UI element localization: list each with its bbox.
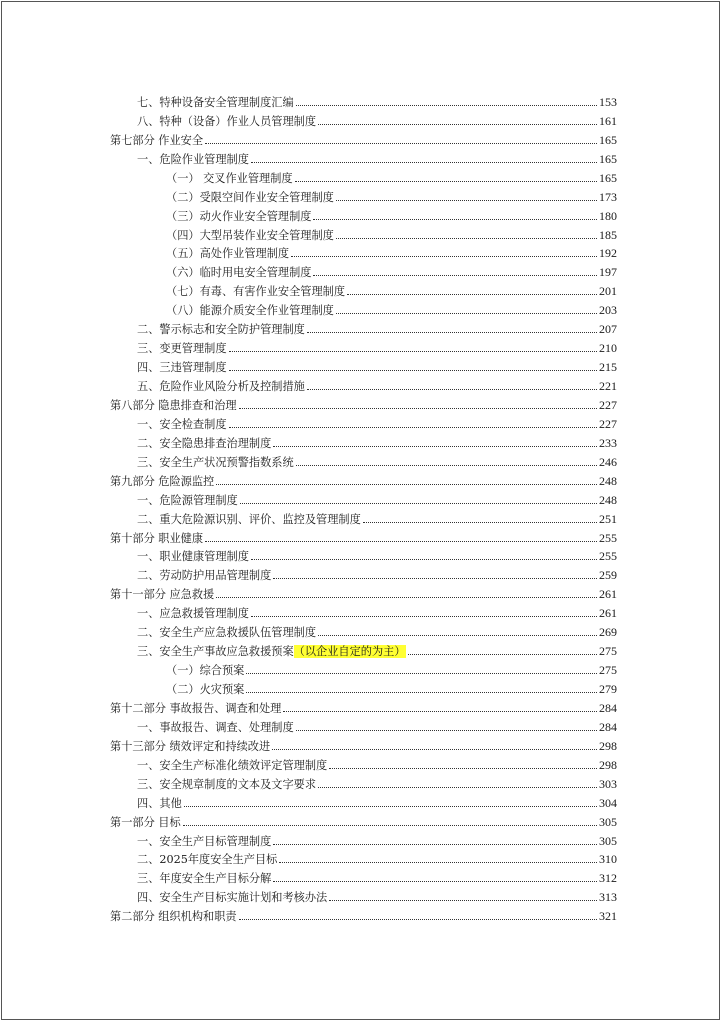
toc-entry[interactable]	[110, 412, 617, 431]
toc-page-number: 284	[599, 719, 617, 734]
toc-entry-title: （一）综合预案	[166, 664, 245, 678]
toc-entry[interactable]	[110, 677, 617, 696]
toc-page-number: 305	[599, 814, 617, 829]
toc-entry[interactable]	[110, 696, 617, 715]
toc-entry-title: 三、变更管理制度	[137, 342, 227, 356]
toc-entry[interactable]	[110, 715, 617, 734]
toc-page-number: 310	[599, 852, 617, 867]
dot-leader	[216, 597, 597, 598]
toc-page-number: 215	[599, 360, 617, 375]
toc-entry[interactable]	[110, 242, 617, 261]
toc-entry[interactable]	[110, 90, 617, 109]
toc-entry[interactable]	[110, 279, 617, 298]
dot-leader	[296, 730, 597, 731]
toc-entry-title: 第七部分 作业安全	[110, 133, 204, 147]
toc-entry-title: 二、劳动防护用品管理制度	[137, 569, 272, 583]
table-of-contents	[110, 90, 617, 923]
dot-leader	[273, 446, 597, 447]
toc-entry[interactable]	[110, 374, 617, 393]
toc-entry-title: 一、安全检查制度	[137, 417, 227, 431]
toc-entry-title: 五、危险作业风险分析及控制措施	[137, 380, 305, 393]
toc-page-number: 248	[599, 473, 617, 488]
dot-leader	[229, 370, 597, 371]
document-page	[1, 1, 720, 1020]
toc-entry[interactable]	[110, 223, 617, 242]
toc-page-number: 165	[599, 170, 617, 185]
toc-entry-title: 第八部分 隐患排查和治理	[110, 398, 237, 412]
dot-leader	[336, 313, 597, 314]
dot-leader	[205, 143, 597, 144]
toc-entry[interactable]	[110, 298, 617, 317]
toc-entry[interactable]	[110, 829, 617, 848]
toc-entry[interactable]	[110, 734, 617, 753]
toc-entry-title: 三、年度安全生产目标分解	[137, 872, 272, 886]
toc-entry[interactable]	[110, 601, 617, 620]
dot-leader	[246, 692, 597, 693]
toc-entry[interactable]	[110, 507, 617, 526]
toc-page-number: 173	[599, 189, 617, 204]
toc-entry-title: 一、事故报告、调查、处理制度	[137, 720, 294, 734]
toc-page-number: 248	[599, 492, 617, 507]
dot-leader	[283, 711, 597, 712]
dot-leader	[279, 862, 597, 863]
toc-entry-title: 四、三违管理制度	[137, 361, 227, 375]
dot-leader	[318, 635, 597, 636]
toc-page-number: 298	[599, 757, 617, 772]
toc-page-number: 259	[599, 568, 617, 583]
dot-leader	[251, 559, 597, 560]
dot-leader	[251, 162, 597, 163]
toc-page-number: 261	[599, 587, 617, 602]
toc-page-number: 269	[599, 625, 617, 640]
toc-entry-title: 二、2025年度安全生产目标	[137, 853, 278, 867]
toc-entry[interactable]	[110, 658, 617, 677]
toc-page-number: 165	[599, 151, 617, 166]
toc-entry-title: （五）高处作业管理制度	[166, 247, 290, 261]
toc-entry-title: 二、警示标志和安全防护管理制度	[137, 323, 305, 337]
toc-entry[interactable]	[110, 545, 617, 564]
dot-leader	[239, 408, 597, 409]
toc-entry[interactable]	[110, 772, 617, 791]
toc-page-number: 207	[599, 322, 617, 337]
dot-leader	[295, 181, 597, 182]
dot-leader	[329, 900, 597, 901]
toc-page-number: 261	[599, 606, 617, 621]
toc-entry[interactable]	[110, 526, 617, 545]
toc-entry[interactable]	[110, 204, 617, 223]
toc-entry-title: 一、安全生产目标管理制度	[137, 834, 272, 848]
toc-entry[interactable]	[110, 620, 617, 639]
toc-entry-title: 第一部分 目标	[110, 815, 181, 829]
dot-leader	[296, 105, 597, 106]
toc-page-number: 321	[599, 909, 617, 924]
toc-page-number: 298	[599, 738, 617, 753]
toc-page-number: 161	[599, 113, 617, 128]
toc-page-number: 185	[599, 227, 617, 242]
dot-leader	[183, 825, 597, 826]
toc-entry-title: 二、安全隐患排查治理制度	[137, 436, 272, 450]
toc-entry[interactable]	[110, 904, 617, 923]
toc-entry-title: 三、安全规章制度的文本及文字要求	[137, 777, 317, 791]
toc-entry[interactable]	[110, 469, 617, 488]
toc-entry-title: 第十二部分 事故报告、调查和处理	[110, 701, 282, 715]
toc-page-number: 221	[599, 379, 617, 393]
toc-page-number: 180	[599, 208, 617, 223]
dot-leader	[336, 200, 597, 201]
toc-entry-title: 二、重大危险源识别、评价、监控及管理制度	[137, 512, 361, 526]
toc-entry-title: 四、其他	[137, 796, 182, 810]
toc-entry-title: （七）有毒、有害作业安全管理制度	[166, 285, 346, 299]
toc-entry[interactable]	[110, 166, 617, 185]
toc-page-number: 255	[599, 530, 617, 545]
dot-leader	[239, 919, 597, 920]
toc-entry[interactable]	[110, 488, 617, 507]
toc-page-number: 305	[599, 833, 617, 848]
toc-page-number: 197	[599, 265, 617, 280]
toc-entry[interactable]	[110, 317, 617, 336]
toc-entry-title: 三、安全生产事故应急救援预案	[137, 645, 294, 659]
toc-page-number: 227	[599, 416, 617, 431]
dot-leader	[336, 238, 597, 239]
toc-entry-title: （二）火灾预案	[166, 683, 245, 696]
toc-entry-title: （三）动火作业安全管理制度	[166, 209, 312, 223]
toc-page-number: 203	[599, 303, 617, 318]
toc-page-number: 165	[599, 132, 617, 147]
toc-entry-title: 八、特种（设备）作业人员管理制度	[137, 114, 317, 128]
dot-leader	[216, 484, 597, 485]
toc-entry[interactable]	[110, 336, 617, 355]
toc-page-number: 201	[599, 284, 617, 299]
toc-entry[interactable]	[110, 848, 617, 867]
toc-entry[interactable]	[110, 866, 617, 885]
dot-leader	[363, 522, 597, 523]
toc-page-number: 303	[599, 776, 617, 791]
dot-leader	[273, 844, 597, 845]
dot-leader	[229, 351, 597, 352]
dot-leader	[296, 465, 597, 466]
toc-entry[interactable]	[110, 355, 617, 374]
toc-page-number: 192	[599, 246, 617, 261]
dot-leader	[184, 806, 597, 807]
toc-entry-title: （六）临时用电安全管理制度	[166, 266, 312, 280]
toc-entry-title: 一、危险作业管理制度	[137, 152, 249, 166]
toc-page-number: 251	[599, 511, 617, 526]
toc-entry[interactable]	[110, 128, 617, 147]
toc-page-number: 153	[599, 94, 617, 109]
toc-entry[interactable]	[110, 185, 617, 204]
toc-entry[interactable]	[110, 147, 617, 166]
toc-entry-title: （一） 交叉作业管理制度	[166, 171, 293, 185]
toc-page-number: 284	[599, 700, 617, 715]
toc-entry-title: 一、安全生产标准化绩效评定管理制度	[137, 758, 328, 772]
dot-leader	[205, 541, 597, 542]
dot-leader	[329, 768, 597, 769]
toc-entry-title: 第九部分 危险源监控	[110, 474, 215, 488]
toc-entry-title: 第十部分 职业健康	[110, 531, 204, 545]
dot-leader	[313, 275, 597, 276]
dot-leader	[240, 503, 597, 504]
toc-page-number: 233	[599, 435, 617, 450]
toc-entry[interactable]	[110, 810, 617, 829]
toc-entry-title: 七、特种设备安全管理制度汇编	[137, 95, 294, 109]
dot-leader	[272, 749, 597, 750]
toc-entry[interactable]	[110, 431, 617, 450]
toc-entry[interactable]	[110, 109, 617, 128]
dot-leader	[246, 673, 597, 674]
toc-entry[interactable]	[110, 582, 617, 601]
toc-entry-title: （二）受限空间作业安全管理制度	[166, 190, 334, 204]
dot-leader	[307, 332, 597, 333]
toc-entry[interactable]	[110, 563, 617, 582]
dot-leader	[318, 787, 597, 788]
toc-entry[interactable]	[110, 260, 617, 279]
toc-page-number: 279	[599, 682, 617, 696]
toc-page-number: 246	[599, 454, 617, 469]
dot-leader	[229, 427, 597, 428]
dot-leader	[307, 389, 597, 390]
toc-entry-title: 一、应急救援管理制度	[137, 607, 249, 621]
toc-entry[interactable]	[110, 639, 617, 658]
dot-leader	[291, 256, 597, 257]
dot-leader	[273, 881, 597, 882]
dot-leader	[313, 219, 597, 220]
toc-entry-title: 第二部分 组织机构和职责	[110, 910, 237, 924]
toc-entry[interactable]	[110, 393, 617, 412]
dot-leader	[347, 294, 597, 295]
dot-leader	[318, 124, 597, 125]
toc-entry-title: 一、危险源管理制度	[137, 493, 238, 507]
toc-page-number: 304	[599, 795, 617, 810]
toc-entry[interactable]	[110, 791, 617, 810]
toc-page-number: 227	[599, 397, 617, 412]
toc-page-number: 275	[599, 663, 617, 678]
toc-entry-title: （八）能源介质安全作业管理制度	[166, 304, 334, 318]
toc-page-number: 275	[599, 644, 617, 659]
toc-entry-title: 四、安全生产目标实施计划和考核办法	[137, 891, 328, 905]
toc-page-number: 255	[599, 549, 617, 564]
dot-leader	[408, 654, 597, 655]
toc-entry[interactable]	[110, 885, 617, 904]
dot-leader	[273, 578, 597, 579]
toc-entry-title: 二、安全生产应急救援队伍管理制度	[137, 626, 317, 640]
toc-entry[interactable]	[110, 753, 617, 772]
toc-entry-title: 三、安全生产状况预警指数系统	[137, 455, 294, 469]
toc-entry-title: 第十一部分 应急救援	[110, 588, 215, 602]
highlighted-note: （以企业自定的为主）	[293, 645, 406, 659]
toc-entry-title: 第十三部分 绩效评定和持续改进	[110, 739, 271, 753]
toc-page-number: 312	[599, 871, 617, 886]
toc-entry-title: 一、职业健康管理制度	[137, 550, 249, 564]
dot-leader	[251, 616, 597, 617]
toc-entry-title: （四）大型吊装作业安全管理制度	[166, 228, 334, 242]
toc-page-number: 313	[599, 890, 617, 905]
toc-page-number: 210	[599, 341, 617, 356]
toc-entry[interactable]	[110, 450, 617, 469]
